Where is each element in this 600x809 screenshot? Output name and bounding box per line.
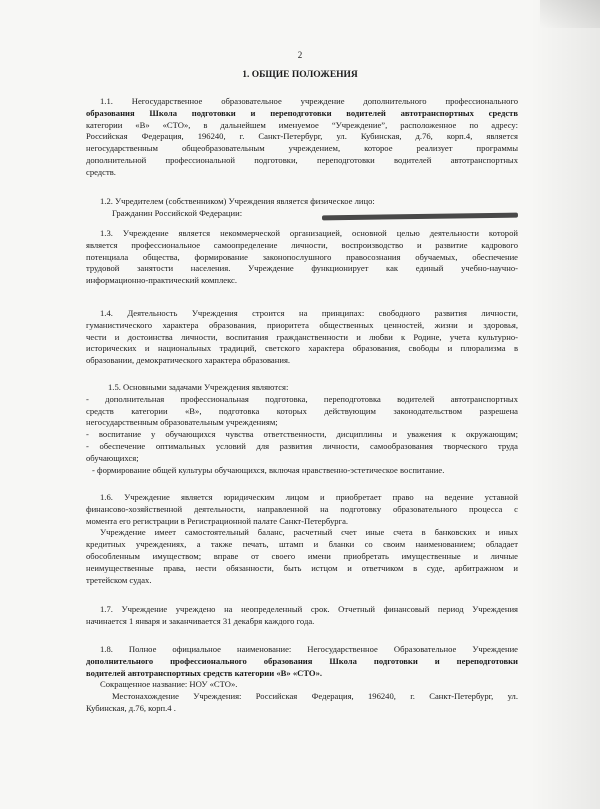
text-line: Сокращенное название: НОУ «СТО».: [100, 679, 238, 690]
text-line: - дополнительная профессиональная подготовка, переподготовка водителей автотранспортных: [86, 393, 518, 404]
text-line: кредитных учреждениях, а также печать, штамп и бланки со своим наименованием; обладает: [86, 539, 518, 550]
text-line: обучающихся;: [86, 452, 139, 463]
text-line: 1.8. Полное официальное наименование: Негосударственное Образовательное Учреждение: [100, 644, 518, 654]
text-line: начинается 1 января и заканчивается 31 декабря каждого года.: [86, 615, 315, 626]
text-line: 1.7. Учреждение учреждено на неопределенный срок. Отчетный финансовый период Учреждения: [100, 604, 518, 614]
page-number: 2: [297, 50, 303, 60]
text-line: Гражданин Российской Федерации:: [112, 207, 243, 218]
text-line: финансово-хозяйственной деятельности, направленной на подготовку образовательного процесса с: [86, 503, 518, 514]
text-line: обособленным имуществом; вправе от своего имени приобретать имущественные и личные: [86, 550, 518, 561]
text-line: 1.4. Деятельность Учреждения строится на принципах: свободного развития личности,: [100, 308, 518, 318]
section-title: 1. ОБЩИЕ ПОЛОЖЕНИЯ: [242, 70, 358, 80]
text-line: неимущественные права, нести обязанности, быть истцом и ответчиком в суде, арбитражном и: [86, 562, 518, 573]
text-line: негосударственным общеобразовательным учреждением, которое реализует программы: [86, 143, 518, 154]
text-line: 1.3. Учреждение является некоммерческой организацией, основной целью деятельности которой: [100, 228, 518, 238]
text-line: - воспитание у обучающихся чувства ответственности, дисциплины и уважения к окружающим;: [86, 429, 518, 440]
text-line: 1.6. Учреждение является юридическим лицом и приобретает право на ведение уставной: [100, 492, 518, 502]
scan-shadow: [530, 0, 600, 809]
text-line: дополнительного профессионального образования Школа подготовки и переподготовки: [86, 655, 518, 666]
scan-corner: [540, 0, 600, 28]
text-line: Местонахождение Учреждения: Российская Федерация, 196240, г. Санкт-Петербург, ул.: [112, 691, 518, 702]
text-line: средств.: [86, 166, 116, 177]
text-line: гуманистического характера образования, приоритета общественных ценностей, жизни и здоровья,: [86, 319, 518, 330]
text-line: дополнительной профессиональной подготовки, переподготовки водителей автотранспортных: [86, 154, 518, 165]
paragraph-1-6: [86, 492, 518, 586]
text-line: Российская Федерация, 196240, г. Санкт-Петербург, ул. Кубинская, д.76, корп.4, является: [86, 131, 518, 142]
text-line: третейском судах.: [86, 574, 152, 585]
paragraph-1-8: [86, 644, 518, 715]
paragraph-1-3: [86, 228, 518, 287]
text-line: Учреждение имеет самостоятельный баланс, расчетный счет иные счета в банковских и иных: [100, 527, 518, 538]
text-line: момента его регистрации в Регистрационной палате Санкт-Петербурга.: [86, 515, 349, 526]
text-line: потенциала общества, формирование законопослушного правосознания обучаемых, обеспечение: [86, 251, 518, 262]
paragraph-1-5: [86, 382, 518, 476]
text-line: исторических и национальных традиций, светского характера образования, свободы и плюрализма в: [86, 343, 518, 354]
text-line: 1.1. Негосударственное образовательное учреждение дополнительного профессионального: [100, 96, 518, 106]
text-line: трудовой занятости населения. Учреждение функционирует как единый учебно-научно-: [86, 263, 518, 274]
paragraph-1-1: [86, 96, 518, 179]
text-line: - обеспечение оптимальных условий для развития личности, самообразования творческого труда: [86, 440, 518, 451]
text-line: водителей автотранспортных средств категории «В» «СТО».: [86, 667, 323, 678]
text-line: Кубинская, д.76, корп.4 .: [86, 702, 176, 713]
paragraph-1-7: [86, 604, 518, 628]
paragraph-1-4: [86, 308, 518, 367]
text-line: образования Школа подготовки и переподготовки водителей автотранспортных средств: [86, 107, 518, 118]
text-line: является профессиональное самоопределение личности, воспроизводство и развитие кадрового: [86, 239, 518, 250]
text-line: информационно-практический комплекс.: [86, 275, 238, 286]
text-line: образовании, демократического характера образования.: [86, 355, 291, 366]
text-line: 1.2. Учредителем (собственником) Учреждения является физическое лицо:: [100, 196, 375, 206]
text-line: - формирование общей культуры обучающихся, включая нравственно-эстетическое воспитание.: [92, 464, 445, 475]
text-line: негосударственным образовательным учреждениям;: [86, 417, 278, 428]
text-line: 1.5. Основными задачами Учреждения являются:: [108, 382, 289, 392]
text-line: средств категории «В», подготовка которых действующим законодательством разрешена: [86, 405, 518, 416]
text-line: категории «В» «СТО», в дальнейшем именуемое “Учреждение”, расположенное по адресу:: [86, 119, 518, 130]
text-line: чести и достоинства личности, воспитания гражданственности и любви к Родине, учета культурно-: [86, 331, 518, 342]
